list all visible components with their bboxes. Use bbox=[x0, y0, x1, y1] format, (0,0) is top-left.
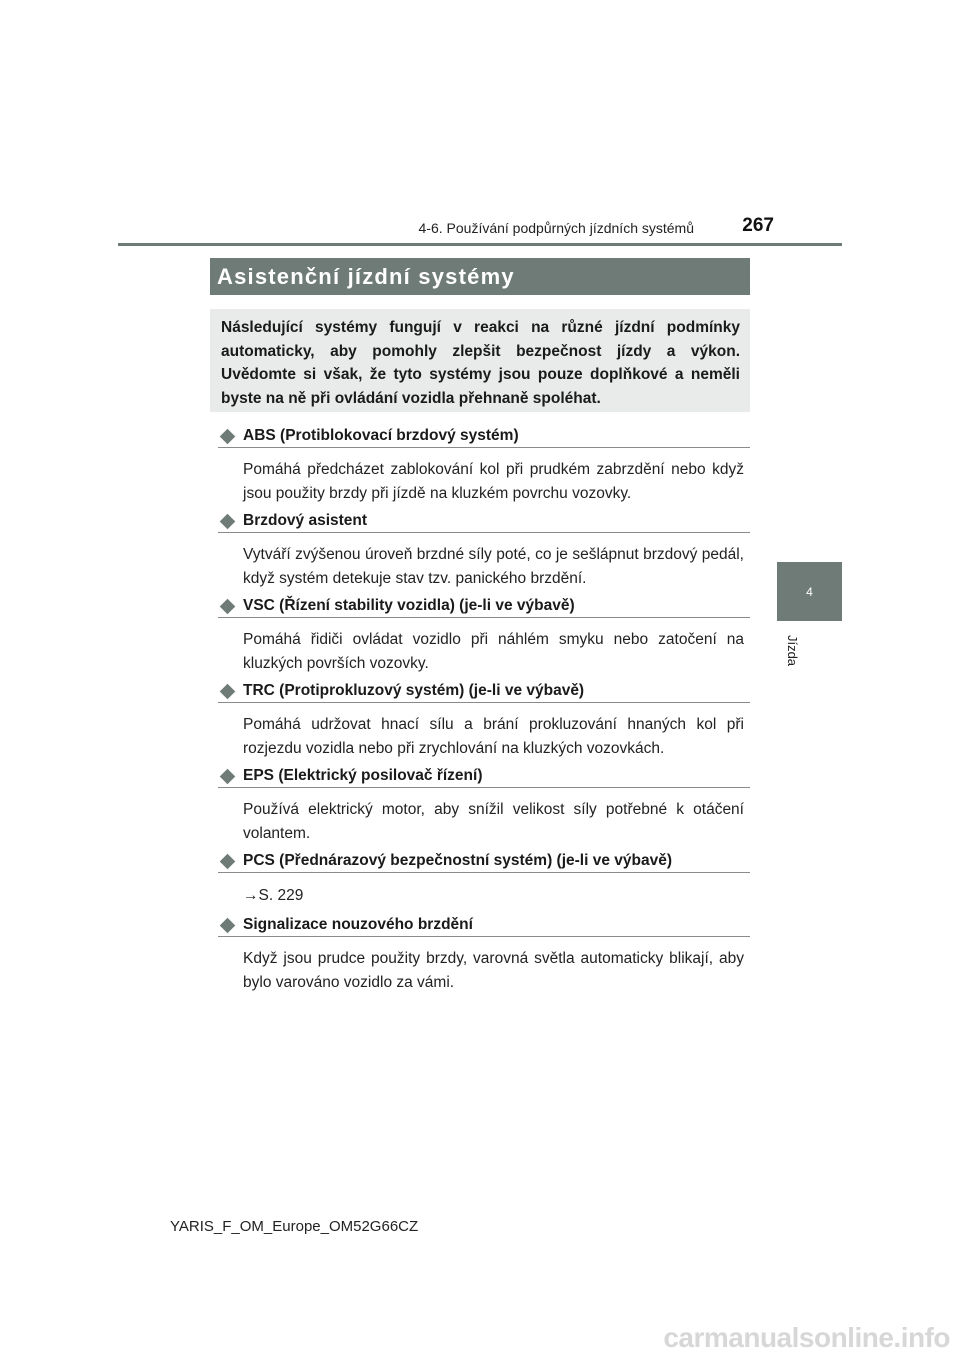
system-heading-pcs bbox=[218, 852, 750, 873]
system-text-brake-assist: Vytváří zvýšenou úroveň brzdné síly poté, co je sešlápnut brzdový pedál, když systém detekuje stav tzv. panického brzdění. bbox=[243, 546, 744, 587]
diamond-bullet-icon bbox=[220, 428, 236, 444]
system-text-abs: Pomáhá předcházet zablokování kol při prudkém zabrzdění nebo když jsou použity brzdy při jízdě na kluzkém povrchu vozovky. bbox=[243, 461, 744, 502]
system-heading-label: VSC (Řízení stability vozidla) (je-li ve výbavě) bbox=[243, 597, 575, 614]
chapter-tab[interactable]: 4 bbox=[777, 562, 842, 621]
diamond-bullet-icon bbox=[220, 598, 236, 614]
chapter-label-text: Jízda bbox=[785, 634, 801, 666]
diamond-bullet-icon bbox=[220, 917, 236, 933]
system-heading-emergency-brake-signal bbox=[218, 916, 750, 937]
diamond-bullet-icon bbox=[220, 853, 236, 869]
watermark bbox=[0, 1318, 960, 1358]
watermark-text: carmanualsonline.info bbox=[663, 1322, 950, 1353]
diamond-bullet-icon bbox=[220, 683, 236, 699]
system-text-pcs-page-link[interactable]: →S. 229 bbox=[243, 887, 304, 904]
system-heading-label: Brzdový asistent bbox=[243, 512, 368, 529]
intro-box: Následující systémy fungují v reakci na různé jízdní podmínky automaticky, aby pomohly zlepšit bezpečnost jízdy a výkon. Uvědomte si však, že tyto systémy jsou pouze doplňkové a neměli byste na ně při ovládání vozidla přehnaně spoléhat. bbox=[210, 309, 750, 412]
document-code: YARIS_F_OM_Europe_OM52G66CZ bbox=[170, 1218, 419, 1235]
diamond-bullet-icon bbox=[220, 768, 236, 784]
system-heading-label: Signalizace nouzového brzdění bbox=[243, 916, 473, 933]
chapter-label bbox=[781, 620, 805, 680]
system-heading-brake-assist bbox=[218, 512, 750, 533]
system-heading-vsc bbox=[218, 597, 750, 618]
page-title: Asistenční jízdní systémy bbox=[210, 258, 750, 295]
system-text-trc: Pomáhá udržovat hnací sílu a brání prokluzování hnaných kol při rozjezdu vozidla nebo při zrychlování na kluzkých vozovkách. bbox=[243, 716, 744, 757]
system-heading-trc bbox=[218, 682, 750, 703]
system-heading-eps bbox=[218, 767, 750, 788]
system-heading-label: TRC (Protiprokluzový systém) (je-li ve výbavě) bbox=[243, 682, 585, 699]
system-heading-label: ABS (Protiblokovací brzdový systém) bbox=[243, 427, 519, 444]
system-heading-abs bbox=[218, 427, 750, 448]
system-heading-label: PCS (Přednárazový bezpečnostní systém) (je-li ve výbavě) bbox=[243, 852, 672, 869]
header-section-title: 4-6. Používání podpůrných jízdních systémů bbox=[418, 220, 694, 236]
diamond-bullet-icon bbox=[220, 513, 236, 529]
system-heading-label: EPS (Elektrický posilovač řízení) bbox=[243, 767, 483, 784]
system-text-emergency-brake-signal: Když jsou prudce použity brzdy, varovná světla automaticky blikají, aby bylo varováno vozidlo za vámi. bbox=[243, 950, 744, 991]
system-text-eps: Používá elektrický motor, aby snížil velikost síly potřebné k otáčení volantem. bbox=[243, 801, 744, 842]
page-number: 267 bbox=[742, 215, 774, 236]
header-rule bbox=[118, 243, 842, 246]
system-text-vsc: Pomáhá řidiči ovládat vozidlo při náhlém smyku nebo zatočení na kluzkých površích vozovky. bbox=[243, 631, 744, 672]
